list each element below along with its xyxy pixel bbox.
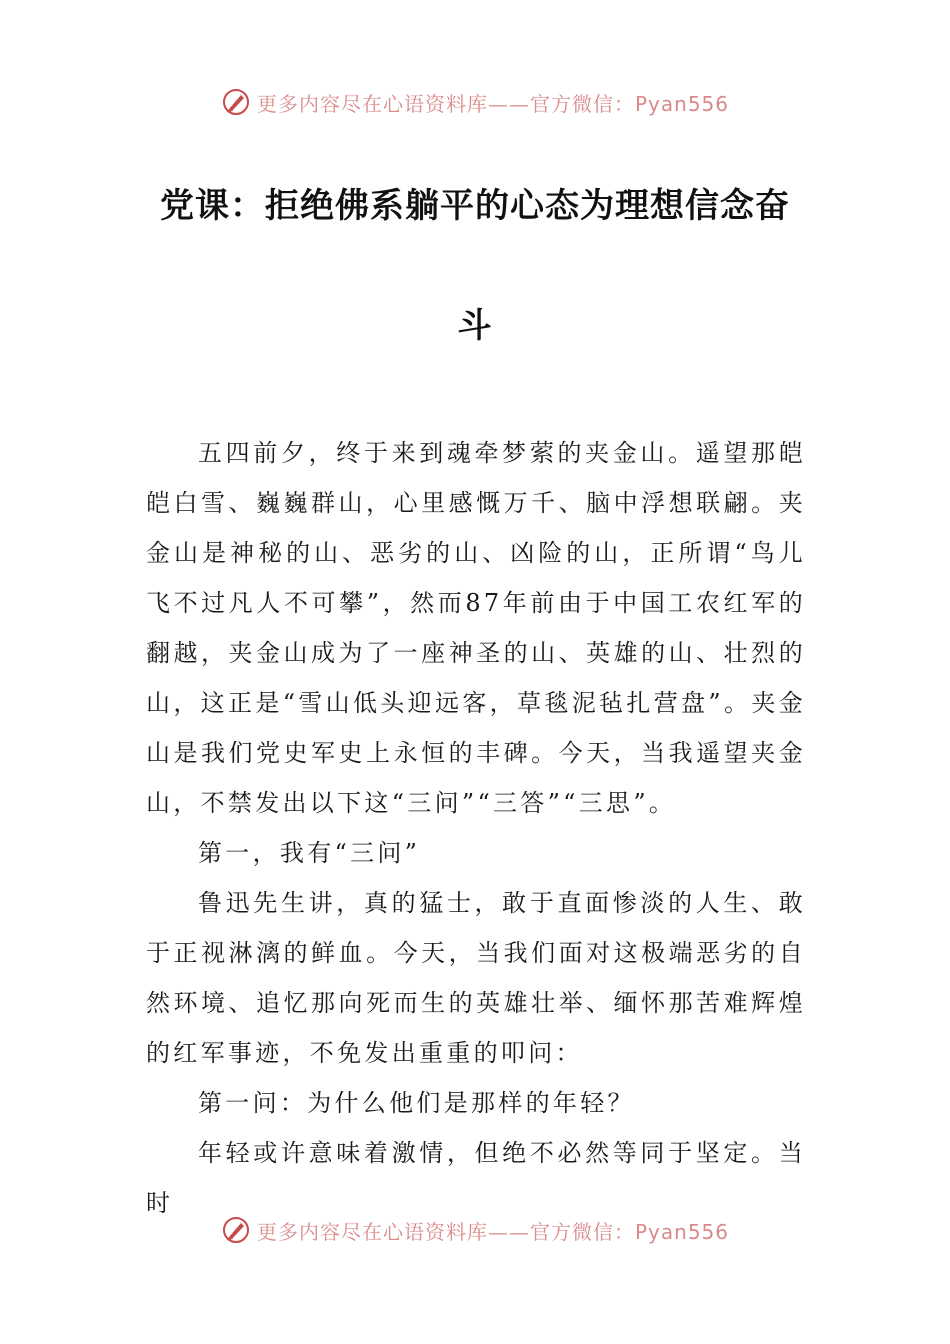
header-watermark-banner [0, 82, 950, 122]
watermark-dash: —— [487, 1219, 530, 1244]
paragraph-luxun: 鲁迅先生讲，真的猛士，敢于直面惨淡的人生、敢于正视淋漓的鲜血。今天，当我们面对这极端恶劣的自然环境、追忆那向死而生的英雄壮举、缅怀那苦难辉煌的红军事迹，不免发出重重的叩问： [146, 889, 806, 1067]
footer-watermark-banner [0, 1210, 950, 1250]
watermark-wechat-id: Pyan556 [634, 1219, 729, 1244]
paragraph-question-one: 第一问：为什么他们是那样的年轻？ [198, 1089, 635, 1117]
paragraph-intro: 五四前夕，终于来到魂牵梦萦的夹金山。遥望那皑皑白雪、巍巍群山，心里感慨万千、脑中浮想联翩。夹金山是神秘的山、恶劣的山、凶险的山，正所谓“鸟儿飞不过凡人不可攀”，然而87年前由于中国工农红军的翻越，夹金山成为了一座神圣的山、英雄的山、壮烈的山，这正是“雪山低头迎远客，草毯泥毡扎营盘”。夹金山是我们党史军史上永恒的丰碑。今天，当我遥望夹金山，不禁发出以下这“三问”“三答”“三思”。 [146, 439, 806, 817]
document-title-line-1: 党课：拒绝佛系躺平的心态为理想信念奋 [160, 186, 790, 226]
document-title-line-2: 斗 [457, 306, 493, 346]
pen-logo-icon [221, 87, 251, 117]
watermark-text [257, 88, 729, 117]
watermark-prefix: 更多内容尽在心语资料库 [256, 1219, 488, 1244]
watermark-label: 官方微信： [529, 91, 635, 116]
watermark-text [257, 1216, 729, 1245]
watermark-label: 官方微信： [529, 1219, 635, 1244]
watermark-dash: —— [487, 91, 530, 116]
watermark-prefix: 更多内容尽在心语资料库 [256, 91, 488, 116]
paragraph-section-heading: 第一，我有“三问” [198, 839, 421, 867]
document-body [146, 428, 806, 1228]
pen-logo-icon [221, 1215, 251, 1245]
watermark-wechat-id: Pyan556 [634, 91, 729, 116]
paragraph-youth: 年轻或许意味着激情，但绝不必然等同于坚定。当时 [146, 1139, 806, 1217]
